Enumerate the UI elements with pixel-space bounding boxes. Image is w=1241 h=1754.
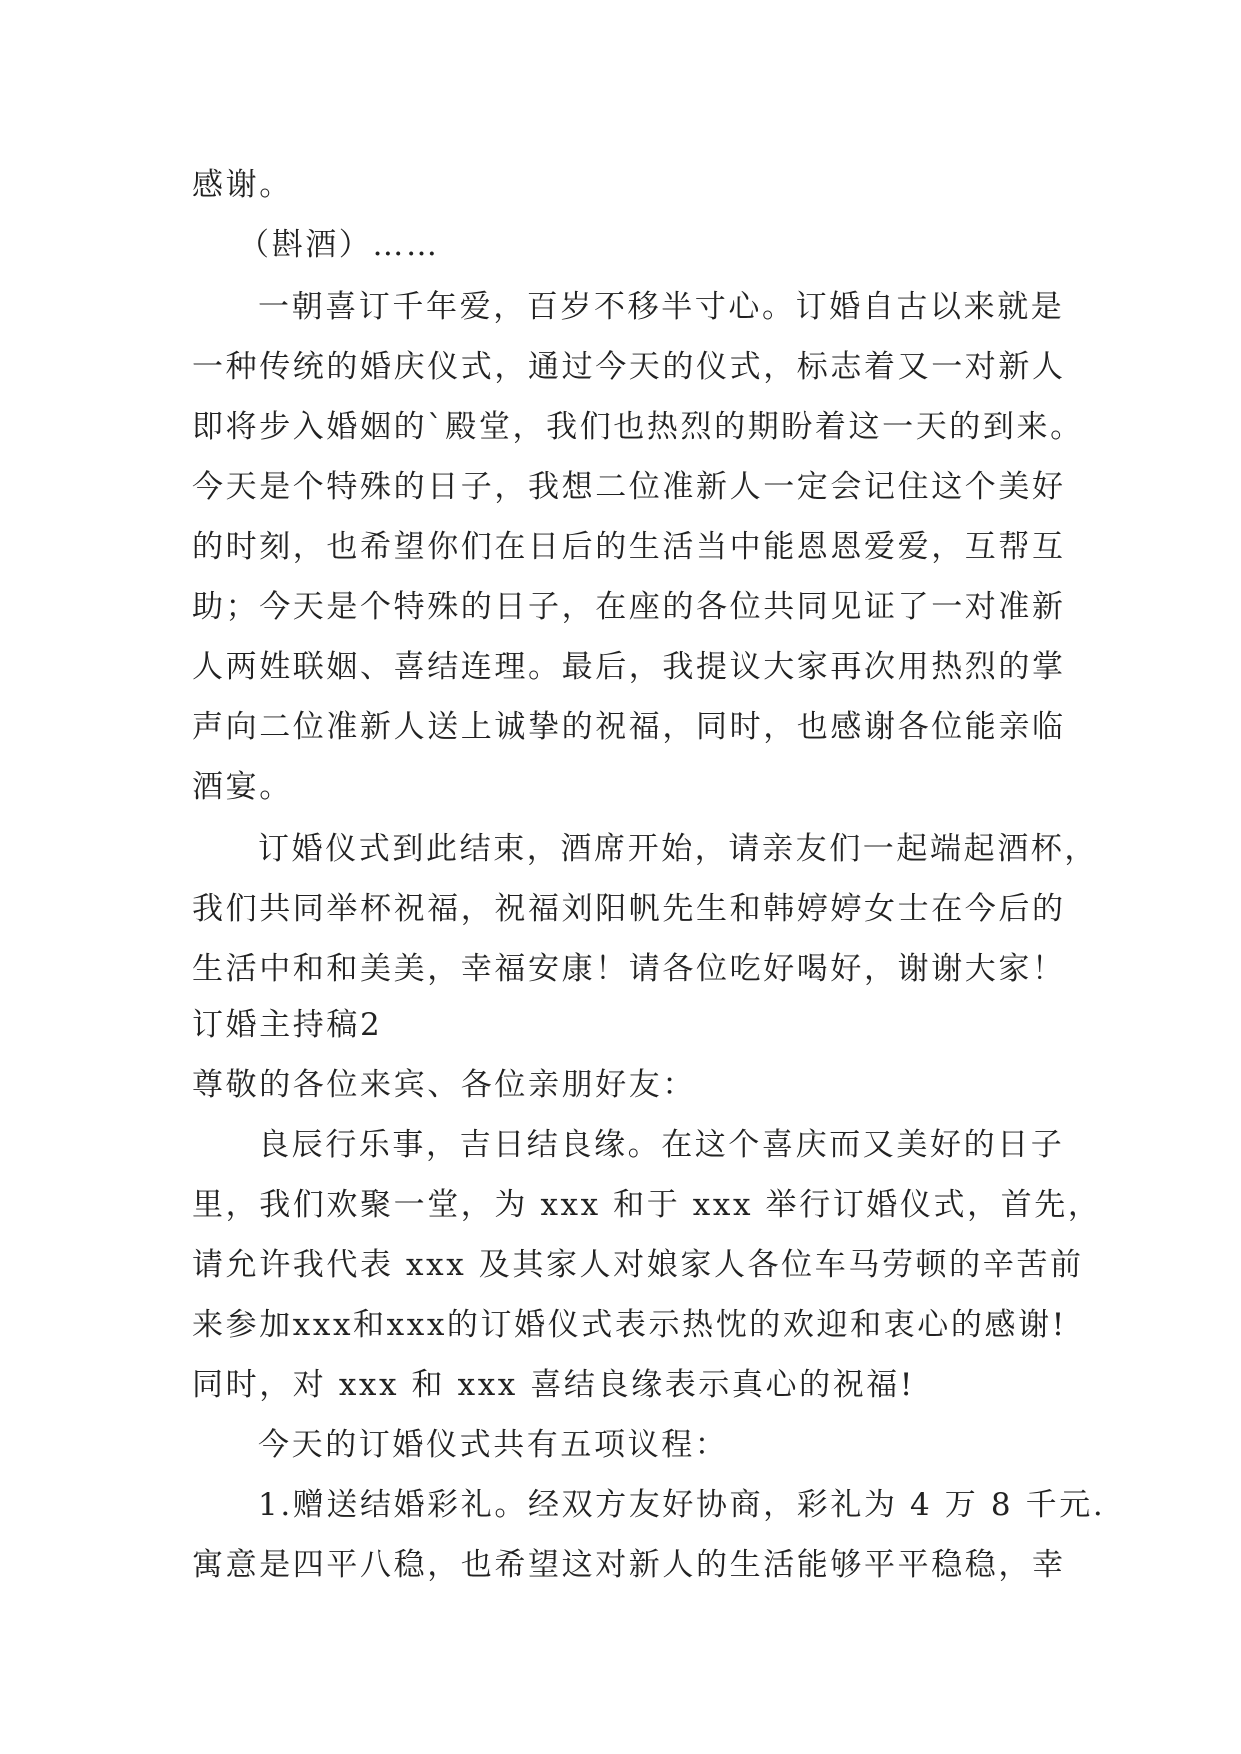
section-heading: 订婚主持稿2 [192, 1007, 383, 1043]
paragraph-line: 里，我们欢聚一堂，为 xxx 和于 xxx 举行订婚仪式，首先， [192, 1187, 1102, 1223]
paragraph-line: 一种传统的婚庆仪式，通过今天的仪式，标志着又一对新人 [192, 349, 1066, 385]
paragraph-line: 酒宴。 [192, 769, 293, 805]
paragraph-line: 的时刻，也希望你们在日后的生活当中能恩恩爱爱，互帮互 [192, 529, 1066, 565]
text-line: 感谢。 [192, 167, 293, 203]
paragraph-line: 良辰行乐事，吉日结良缘。在这个喜庆而又美好的日子 [258, 1127, 1065, 1163]
paragraph-line: 今天的订婚仪式共有五项议程： [258, 1427, 729, 1463]
agenda-item: 1.赠送结婚彩礼。经双方友好协商，彩礼为 4 万 8 千元. [258, 1487, 1106, 1523]
salutation-line: 尊敬的各位来宾、各位亲朋好友： [192, 1067, 696, 1103]
paragraph-line: 寓意是四平八稳，也希望这对新人的生活能够平平稳稳，幸 [192, 1547, 1066, 1583]
paragraph-line: 助；今天是个特殊的日子，在座的各位共同见证了一对准新 [192, 589, 1066, 625]
paragraph-line: 今天是个特殊的日子，我想二位准新人一定会记住这个美好 [192, 469, 1066, 505]
paragraph-line: 请允许我代表 xxx 及其家人对娘家人各位车马劳顿的辛苦前 [192, 1247, 1084, 1283]
paragraph-line: 同时，对 xxx 和 xxx 喜结良缘表示真心的祝福! [192, 1367, 915, 1403]
paragraph-line: 我们共同举杯祝福，祝福刘阳帆先生和韩婷婷女士在今后的 [192, 891, 1066, 927]
paragraph-line: 即将步入婚姻的`殿堂，我们也热烈的期盼着这一天的到来。 [192, 409, 1084, 445]
text-line: （斟酒）…… [238, 227, 440, 263]
paragraph-line: 声向二位准新人送上诚挚的祝福，同时，也感谢各位能亲临 [192, 709, 1066, 745]
paragraph-line: 订婚仪式到此结束，酒席开始，请亲友们一起端起酒杯， [258, 831, 1098, 867]
paragraph-line: 一朝喜订千年爱，百岁不移半寸心。订婚自古以来就是 [258, 289, 1065, 325]
paragraph-line: 来参加xxx和xxx的订婚仪式表示热忱的欢迎和衷心的感谢! [192, 1307, 1067, 1343]
paragraph-line: 生活中和和美美，幸福安康！请各位吃好喝好，谢谢大家！ [192, 951, 1066, 987]
paragraph-line: 人两姓联姻、喜结连理。最后，我提议大家再次用热烈的掌 [192, 649, 1066, 685]
